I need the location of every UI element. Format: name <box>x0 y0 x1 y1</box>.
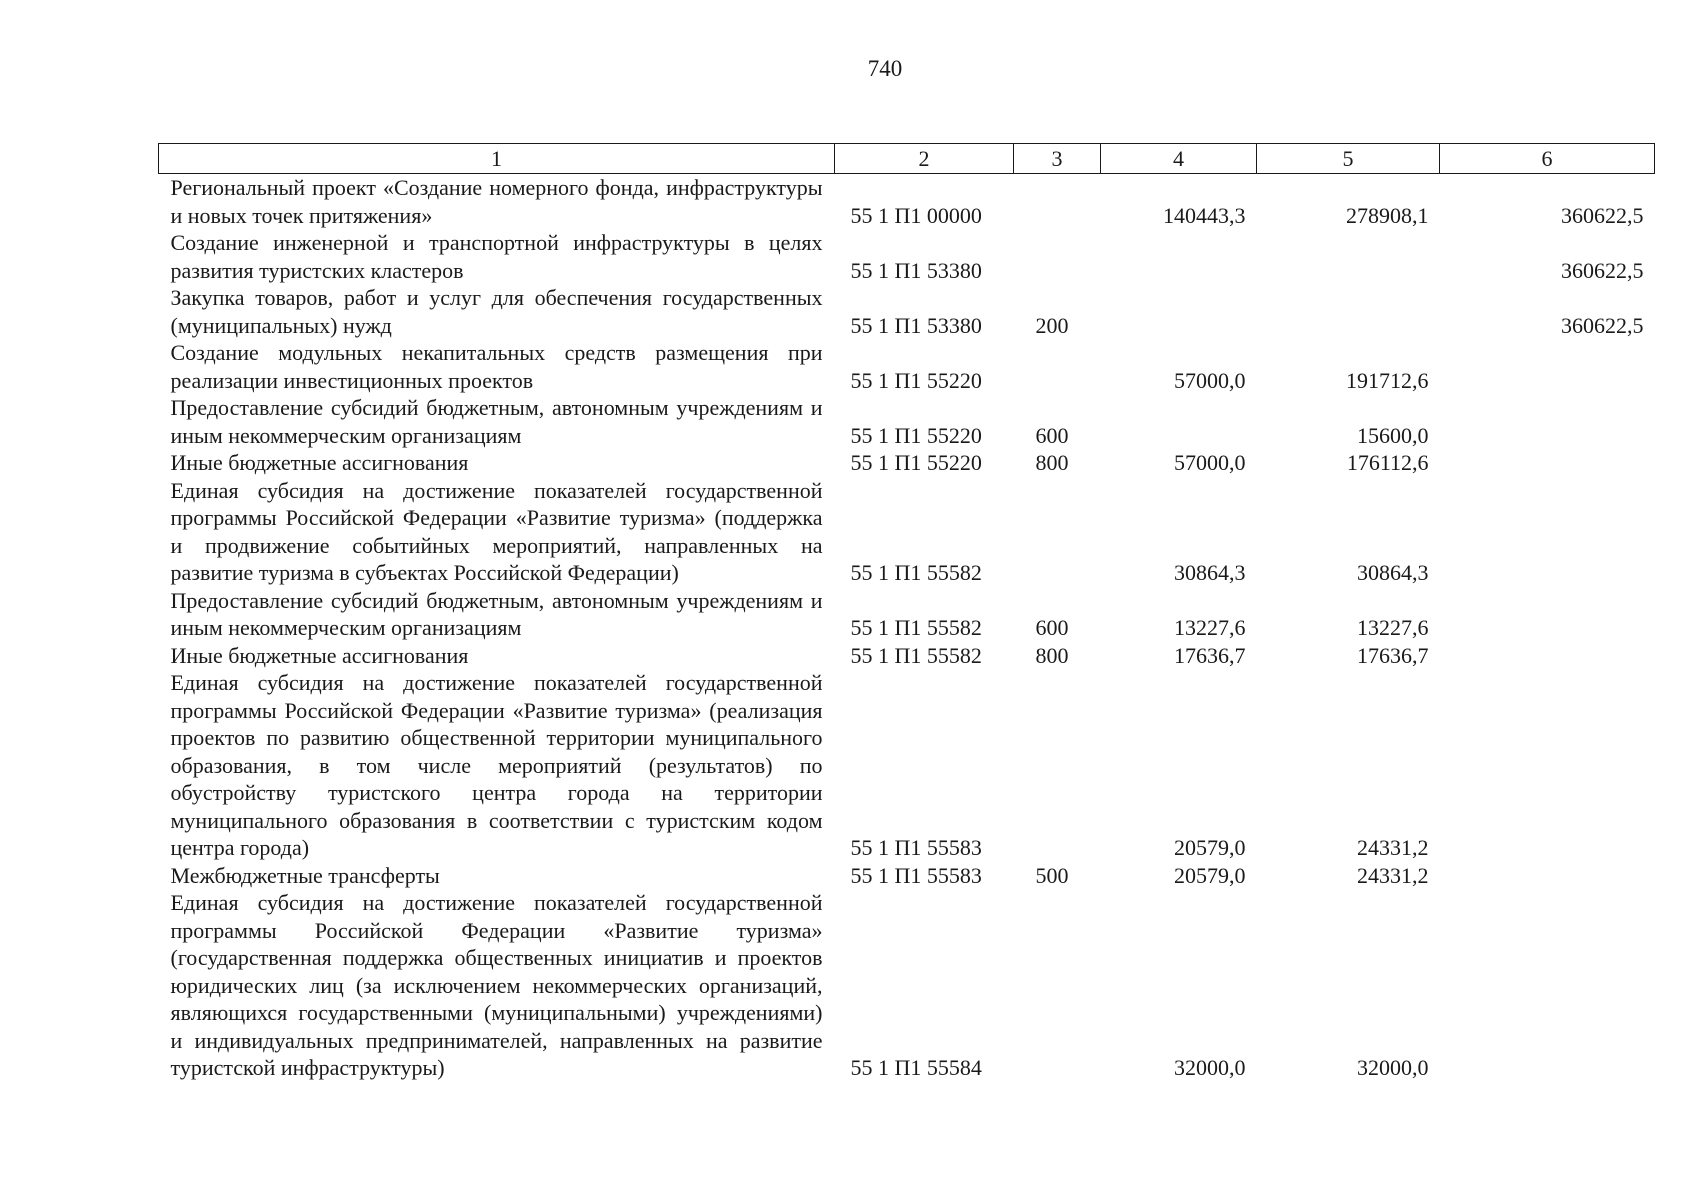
row-value-col6 <box>1440 394 1655 449</box>
row-value-col4: 57000,0 <box>1174 450 1246 475</box>
header-col-4: 4 <box>1101 144 1257 174</box>
table-row <box>159 889 1655 1082</box>
row-code-cell: 55 1 П1 55582 <box>850 615 982 640</box>
row-name-cell: Закупка товаров, работ и услуг для обеспечения государственных (муниципальных) нужд <box>170 285 823 338</box>
table-row <box>159 394 1655 449</box>
row-value-col5: 176112,6 <box>1346 450 1429 475</box>
row-type-cell: 600 <box>1035 615 1069 640</box>
table-row <box>159 587 1655 642</box>
row-value-col4 <box>1101 394 1257 449</box>
row-type-cell <box>1014 339 1101 394</box>
row-name-cell: Единая субсидия на достижение показателей государственной программы Российской Федерации «Развитие туризма» (поддержка и продвижение событийных мероприятий, направленных на развитие туризма в субъектах Российской Федерации) <box>170 477 823 585</box>
row-value-col6: 360622,5 <box>1561 202 1644 228</box>
row-name-cell: Создание модульных некапитальных средств размещения при реализации инвестиционных проектов <box>170 340 823 393</box>
header-col-2: 2 <box>835 144 1014 174</box>
row-code-cell: 55 1 П1 55220 <box>850 367 982 393</box>
row-type-cell: 600 <box>1035 422 1069 448</box>
row-type-cell: 200 <box>1035 312 1069 338</box>
row-value-col4: 140443,3 <box>1163 202 1246 228</box>
row-code-cell: 55 1 П1 55220 <box>850 422 982 448</box>
row-code-cell: 55 1 П1 55583 <box>850 862 982 888</box>
row-value-col4: 32000,0 <box>1174 1055 1246 1080</box>
page-number: 740 <box>867 56 903 81</box>
table-body <box>159 174 1655 1082</box>
row-value-col6 <box>1440 889 1655 1082</box>
header-col-6: 6 <box>1440 144 1655 174</box>
row-name-cell: Предоставление субсидий бюджетным, автономным учреждениям и иным некоммерческим организациям <box>170 587 823 640</box>
row-code-cell: 55 1 П1 55582 <box>850 642 982 668</box>
row-code-cell: 55 1 П1 53380 <box>850 257 982 283</box>
row-code-cell: 55 1 П1 00000 <box>850 202 982 228</box>
row-value-col5: 32000,0 <box>1357 1055 1429 1080</box>
table-row <box>159 174 1655 230</box>
row-name-cell: Иные бюджетные ассигнования <box>170 642 469 668</box>
row-value-col6 <box>1440 642 1655 670</box>
row-code-cell: 55 1 П1 55584 <box>850 1055 982 1080</box>
row-value-col5: 24331,2 <box>1357 862 1429 888</box>
row-type-cell <box>1014 669 1101 862</box>
row-type-cell: 800 <box>1035 642 1069 668</box>
row-value-col5 <box>1257 229 1440 284</box>
header-col-5: 5 <box>1257 144 1440 174</box>
table-row <box>159 229 1655 284</box>
row-value-col6 <box>1440 587 1655 642</box>
row-code-cell: 55 1 П1 55582 <box>850 560 982 585</box>
budget-table <box>158 143 1655 1082</box>
row-name-cell: Создание инженерной и транспортной инфраструктуры в целях развития туристских кластеров <box>170 230 823 283</box>
row-value-col6 <box>1440 477 1655 587</box>
row-value-col4: 57000,0 <box>1174 367 1246 393</box>
header-col-1: 1 <box>159 144 835 174</box>
row-name-cell: Единая субсидия на достижение показателей государственной программы Российской Федерации «Развитие туризма» (государственная поддержка общественных инициатив и проектов юридических лиц (за исключением некоммерческих организаций, являющихся государственными (муниципальными) учреждениями) и индивидуальных предпринимателей, направленных на развитие туристской инфраструктуры) <box>170 890 823 1080</box>
table-row <box>159 642 1655 670</box>
row-type-cell <box>1014 477 1101 587</box>
row-code-cell: 55 1 П1 55220 <box>850 450 982 475</box>
row-value-col4: 20579,0 <box>1174 835 1246 860</box>
row-name-cell: Иные бюджетные ассигнования <box>170 450 469 475</box>
row-value-col5: 15600,0 <box>1357 422 1429 448</box>
table-row <box>159 284 1655 339</box>
row-name-cell: Межбюджетные трансферты <box>170 862 440 888</box>
row-value-col5: 191712,6 <box>1346 367 1429 393</box>
row-value-col5: 30864,3 <box>1357 560 1429 585</box>
row-type-cell: 800 <box>1035 450 1069 475</box>
row-type-cell <box>1014 174 1101 230</box>
row-name-cell: Предоставление субсидий бюджетным, автономным учреждениям и иным некоммерческим организациям <box>170 395 823 448</box>
table-row <box>159 449 1655 477</box>
row-type-cell <box>1014 229 1101 284</box>
row-value-col4: 30864,3 <box>1174 560 1246 585</box>
row-value-col6: 360622,5 <box>1561 312 1644 338</box>
header-row <box>159 144 1655 174</box>
row-value-col4: 17636,7 <box>1174 642 1246 668</box>
row-value-col4 <box>1101 284 1257 339</box>
row-value-col5: 13227,6 <box>1357 615 1429 640</box>
row-code-cell: 55 1 П1 53380 <box>850 312 982 338</box>
row-value-col4: 20579,0 <box>1174 862 1246 888</box>
row-value-col4 <box>1101 229 1257 284</box>
row-name-cell: Единая субсидия на достижение показателей государственной программы Российской Федерации «Развитие туризма» (реализация проектов по развитию общественной территории муниципального образования, в том числе мероприятий (результатов) по обустройству туристского центра города на территории муниципального образования в соответствии с туристским кодом центра города) <box>170 670 823 860</box>
row-type-cell: 500 <box>1035 862 1069 888</box>
table-row <box>159 669 1655 862</box>
row-value-col6 <box>1440 339 1655 394</box>
table-row <box>159 862 1655 890</box>
row-type-cell <box>1014 889 1101 1082</box>
row-code-cell: 55 1 П1 55583 <box>850 835 982 860</box>
row-value-col5: 17636,7 <box>1357 642 1429 668</box>
row-value-col4: 13227,6 <box>1174 615 1246 640</box>
row-value-col5: 24331,2 <box>1357 835 1429 860</box>
row-value-col5: 278908,1 <box>1346 202 1429 228</box>
row-value-col6 <box>1440 449 1655 477</box>
header-col-3: 3 <box>1014 144 1101 174</box>
row-value-col6: 360622,5 <box>1561 257 1644 283</box>
row-value-col6 <box>1440 669 1655 862</box>
row-value-col5 <box>1257 284 1440 339</box>
table-row <box>159 477 1655 587</box>
table-row <box>159 339 1655 394</box>
row-name-cell: Региональный проект «Создание номерного фонда, инфраструктуры и новых точек притяжения» <box>170 175 823 228</box>
row-value-col6 <box>1440 862 1655 890</box>
